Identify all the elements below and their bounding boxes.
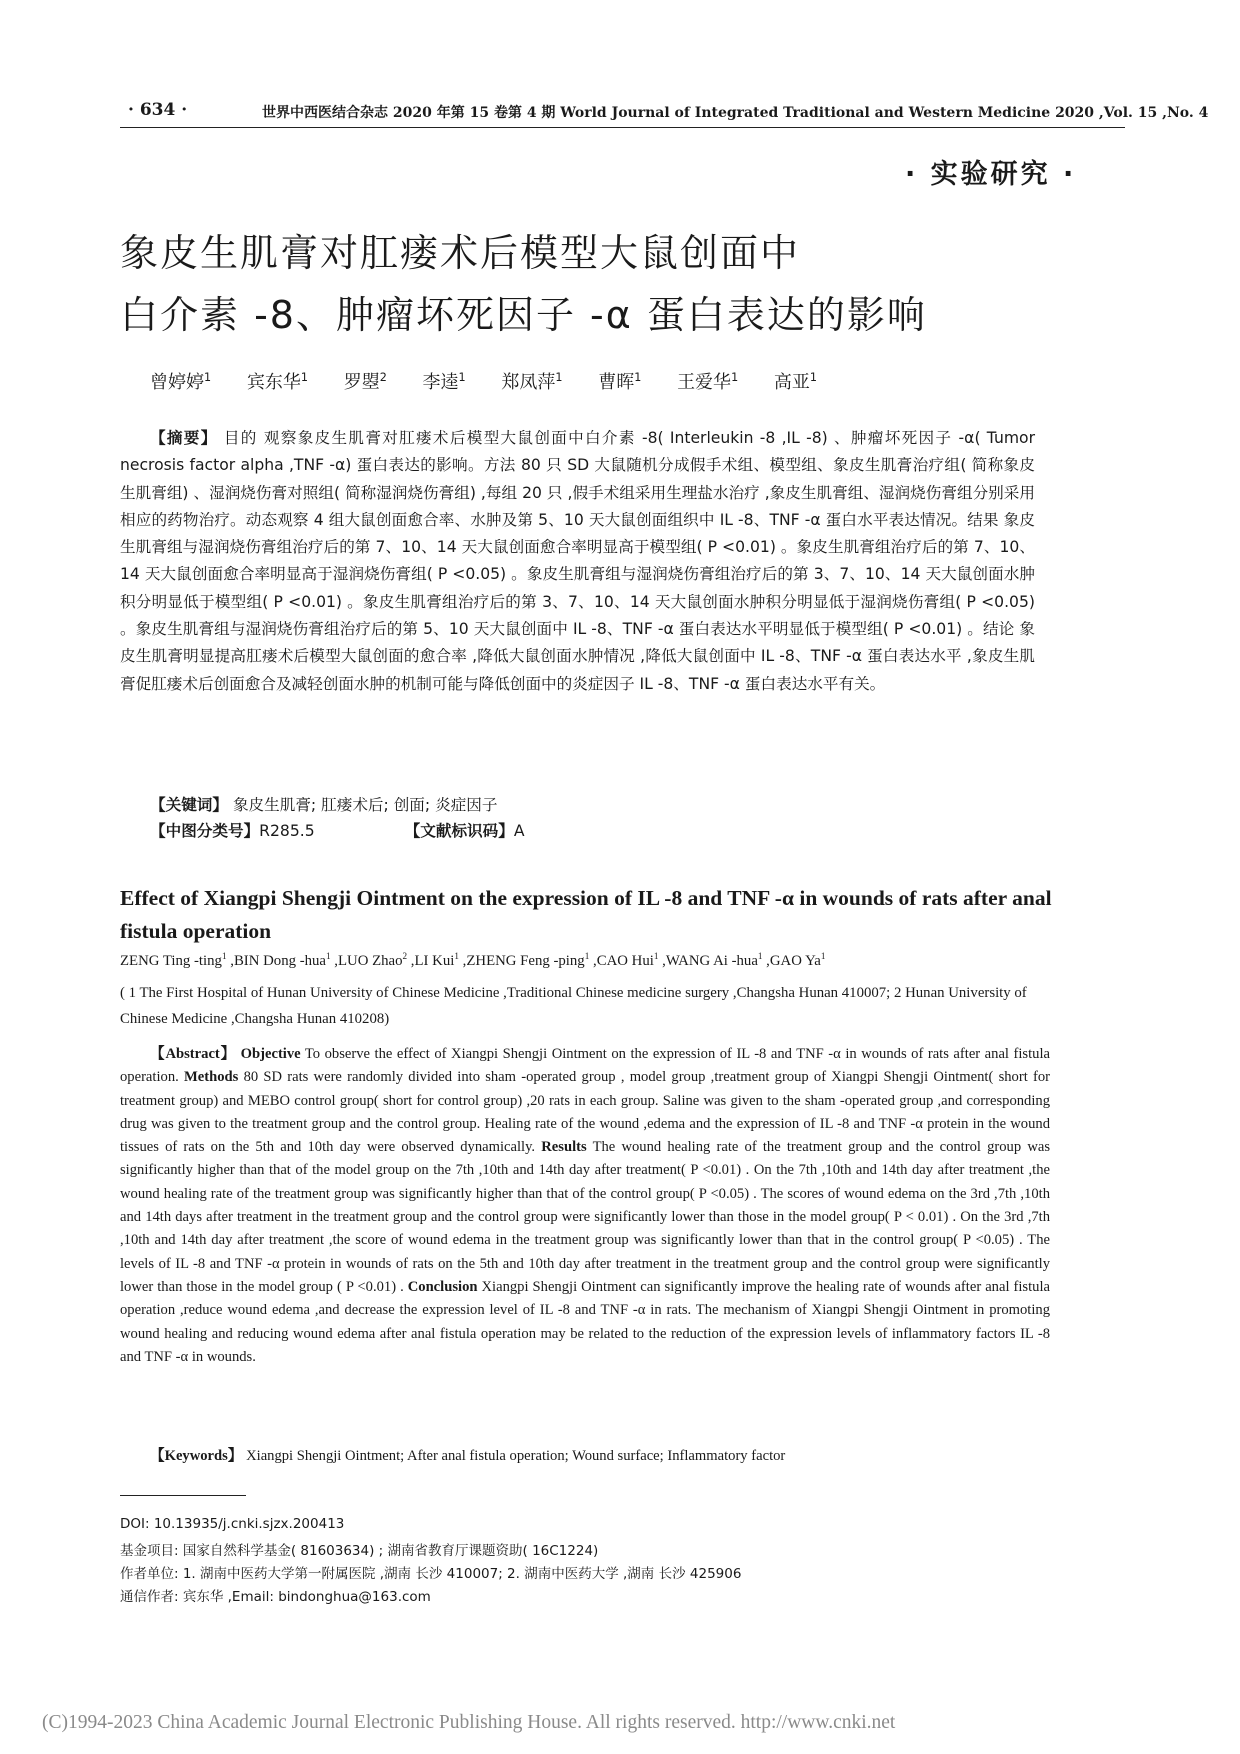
footnote-funding: 基金项目: 国家自然科学基金( 81603634) ; 湖南省教育厅课题资助( 16C1224) [120, 1543, 599, 1559]
author-cn: 宾东华$^1$ [246, 371, 308, 393]
methods-label: Methods [184, 1069, 239, 1086]
results-text: The wound healing rate of the treatment group and the control group was significantly higher than that of the model group on the 7th ,10th and 14th day after treatment( P <0.01) . On the 7th ,10th and 14th day after treatment ,the wound healing rate of the treatment group was significantly higher than that of the control group( P <0.05) . The scores of wound edema on the 3rd ,7th ,10th and 14th days after treatment in the treatment group and the control group were significantly lower than those in the model group( P < 0.01) . On the 3rd ,7th ,10th and 14th day after treatment ,the score of wound edema in the treatment group was significantly lower than that in the control group( P <0.05) . The levels of IL -8 and TNF -α protein in wounds of rats on the 5th and 10th day after treatment in the treatment group and the control group were significantly lower than those in the model group ( P <0.01) . [120, 1139, 1051, 1295]
footnote-author-units: 作者单位: 1. 湖南中医药大学第一附属医院 ,湖南 长沙 410007; 2. 湖南中医药大学 ,湖南 长沙 425906 [120, 1566, 742, 1582]
abstract-en [120, 1043, 1050, 1369]
conclusion-text: Xiangpi Shengji Ointment can significantly improve the healing rate of wounds after anal fistula operation ,reduce wound edema ,and decrease the expression level of IL -8 and TNF -α in rats. The mechanism of Xiangpi Shengji Ointment in promoting wound healing and reducing wound edema after anal fistula operation may be related to the reduction of the expression levels of inflammatory factors IL -8 and TNF -α in wounds. [120, 1278, 1050, 1365]
abstract-cn-text: 目的 观察象皮生肌膏对肛瘘术后模型大鼠创面中白介素 -8( Interleukin -8 ,IL -8) 、肿瘤坏死因子 -α( Tumor necrosis factor alpha ,TNF -α) 蛋白表达的影响。方法 80 只 SD 大鼠随机分成假手术组、模型组、象皮生肌膏治疗组( 简称象皮生肌膏组) 、湿润烧伤膏对照组( 简称湿润烧伤膏组) ,每组 20 只 ,假手术组采用生理盐水治疗 ,象皮生肌膏组、湿润烧伤膏组分别采用相应的药物治疗。动态观察 4 组大鼠创面愈合率、水肿及第 5、10 天大鼠创面组织中 IL -8、TNF -α 蛋白水平表达情况。结果 象皮生肌膏组与湿润烧伤膏组治疗后的第 7、10、14 天大鼠创面愈合率明显高于模型组( P <0.01) 。象皮生肌膏组治疗后的第 7、10、14 天大鼠创面愈合率明显高于湿润烧伤膏组( P <0.05) 。象皮生肌膏组与湿润烧伤膏组治疗后的第 3、7、10、14 天大鼠创面水肿积分明显低于模型组( P <0.01) 。象皮生肌膏组治疗后的第 3、7、10、14 天大鼠创面水肿积分明显低于湿润烧伤膏组( P <0.05) 。象皮生肌膏组与湿润烧伤膏组治疗后的第 5、10 天大鼠创面中 IL -8、TNF -α 蛋白表达水平明显低于模型组( P <0.01) 。结论 象皮生肌膏明显提高肛瘘术后模型大鼠创面的愈合率 ,降低大鼠创面水肿情况 ,降低大鼠创面中 IL -8、TNF -α 蛋白表达水平 ,象皮生肌膏促肛瘘术后创面愈合及减轻创面水肿的机制可能与降低创面中的炎症因子 IL -8、TNF -α 蛋白表达水平有关。 [120, 429, 1035, 693]
footnote-rule [120, 1495, 246, 1496]
author-cn: 郑凤萍$^1$ [501, 371, 563, 393]
lit-value: A [513, 822, 525, 840]
author-cn: 王爱华$^1$ [677, 371, 739, 393]
footnote-corresponding-author: 通信作者: 宾东华 ,Email: bindonghua@163.com [120, 1589, 431, 1605]
objective-label: Objective [240, 1046, 301, 1062]
abstract-cn-label: 【摘要】 [150, 429, 218, 447]
author-cn: 李逵$^1$ [422, 371, 466, 393]
results-label: Results [541, 1139, 587, 1156]
section-label: · 实验研究 · [905, 159, 1077, 190]
keywords-cn-label: 【关键词】 [150, 796, 228, 814]
authors-cn [150, 368, 847, 394]
author-en: ZENG Ting -ting$^1$ [120, 951, 227, 969]
author-en: CAO Hui$^1$ [596, 951, 659, 969]
author-en: LI Kui$^1$ [414, 951, 459, 969]
journal-running-header: 世界中西医结合杂志 2020 年第 15 卷第 4 期 World Journal of Integrated Traditional and Western Medicine 2020 ,Vol. 15 ,No. 4 [262, 105, 1209, 121]
title-cn-line-1: 象皮生肌膏对肛瘘术后模型大鼠创面中 [120, 231, 801, 275]
author-en: BIN Dong -hua$^1$ [233, 951, 331, 969]
author-cn: 曾婷婷$^1$ [150, 371, 212, 393]
title-en: Effect of Xiangpi Shengji Ointment on the expression of IL -8 and TNF -α in wounds of rats after anal fistula operation [120, 886, 1052, 943]
affiliations-en: ( 1 The First Hospital of Hunan University of Chinese Medicine ,Traditional Chinese medicine surgery ,Changsha Hunan 410007; 2 Hunan University of Chinese Medicine ,Changsha Hunan 410208) [120, 985, 1027, 1027]
footnote-doi: DOI: 10.13935/j.cnki.sjzx.200413 [120, 1516, 345, 1532]
keywords-cn-text: 象皮生肌膏; 肛瘘术后; 创面; 炎症因子 [232, 796, 498, 814]
author-en: LUO Zhao$^2$ [337, 951, 408, 969]
author-en: WANG Ai -hua$^1$ [665, 951, 763, 969]
objective-text: To observe the effect of Xiangpi Shengji Ointment on the expression of IL -8 and TNF -α in wounds of rats after anal fistula operation. [120, 1046, 1050, 1086]
keywords-en-label: 【Keywords】 [150, 1448, 243, 1464]
page-number: · 634 · [128, 100, 188, 120]
abstract-en-label: 【Abstract】 [150, 1046, 237, 1062]
methods-text: 80 SD rats were randomly divided into sham -operated group , model group ,treatment group of Xiangpi Shengji Ointment( short for treatment group) and MEBO control group( short for control group) ,20 rats in each group. Saline was given to the sham -operated group ,and corresponding drug was given to the treatment group and the control group. Healing rate of the wound ,edema and the expression of IL -8 and TNF -α protein in the wound tissues of rats on the 5th and 10th day were observed dynamically. [120, 1069, 1050, 1156]
abstract-cn [120, 425, 1035, 698]
lit-label: 【文献标识码】 [404, 822, 514, 840]
classification-line [150, 819, 525, 841]
title-cn-line-2: 白介素 -8、肿瘤坏死因子 -α 蛋白表达的影响 [120, 293, 927, 337]
author-en: GAO Ya$^1$ [769, 951, 826, 969]
header-rule [120, 127, 1125, 128]
author-cn: 高亚$^1$ [773, 371, 818, 393]
keywords-en [150, 1444, 785, 1465]
clc-label: 【中图分类号】 [150, 822, 260, 840]
keywords-en-text: Xiangpi Shengji Ointment; After anal fistula operation; Wound surface; Inflammatory factor [246, 1448, 786, 1464]
conclusion-label: Conclusion [407, 1278, 478, 1295]
author-cn: 罗曌$^2$ [343, 371, 387, 393]
authors-en: ZENG Ting -ting$^1$ ,BIN Dong -hua$^1$ ,LUO Zhao$^2$ ,LI Kui$^1$ ,ZHENG Feng -ping$^1$ ,CAO Hui$^1$ ,WANG Ai -hua$^1$ ,GAO Ya$^1$ [120, 951, 826, 969]
author-en: ZHENG Feng -ping$^1$ [466, 951, 590, 969]
clc-value: R285.5 [259, 822, 315, 840]
copyright-notice: (C)1994-2023 China Academic Journal Electronic Publishing House. All rights reserved. http://www.cnki.net [42, 1712, 896, 1733]
keywords-cn [150, 793, 498, 815]
author-cn: 曹晖$^1$ [598, 371, 642, 393]
